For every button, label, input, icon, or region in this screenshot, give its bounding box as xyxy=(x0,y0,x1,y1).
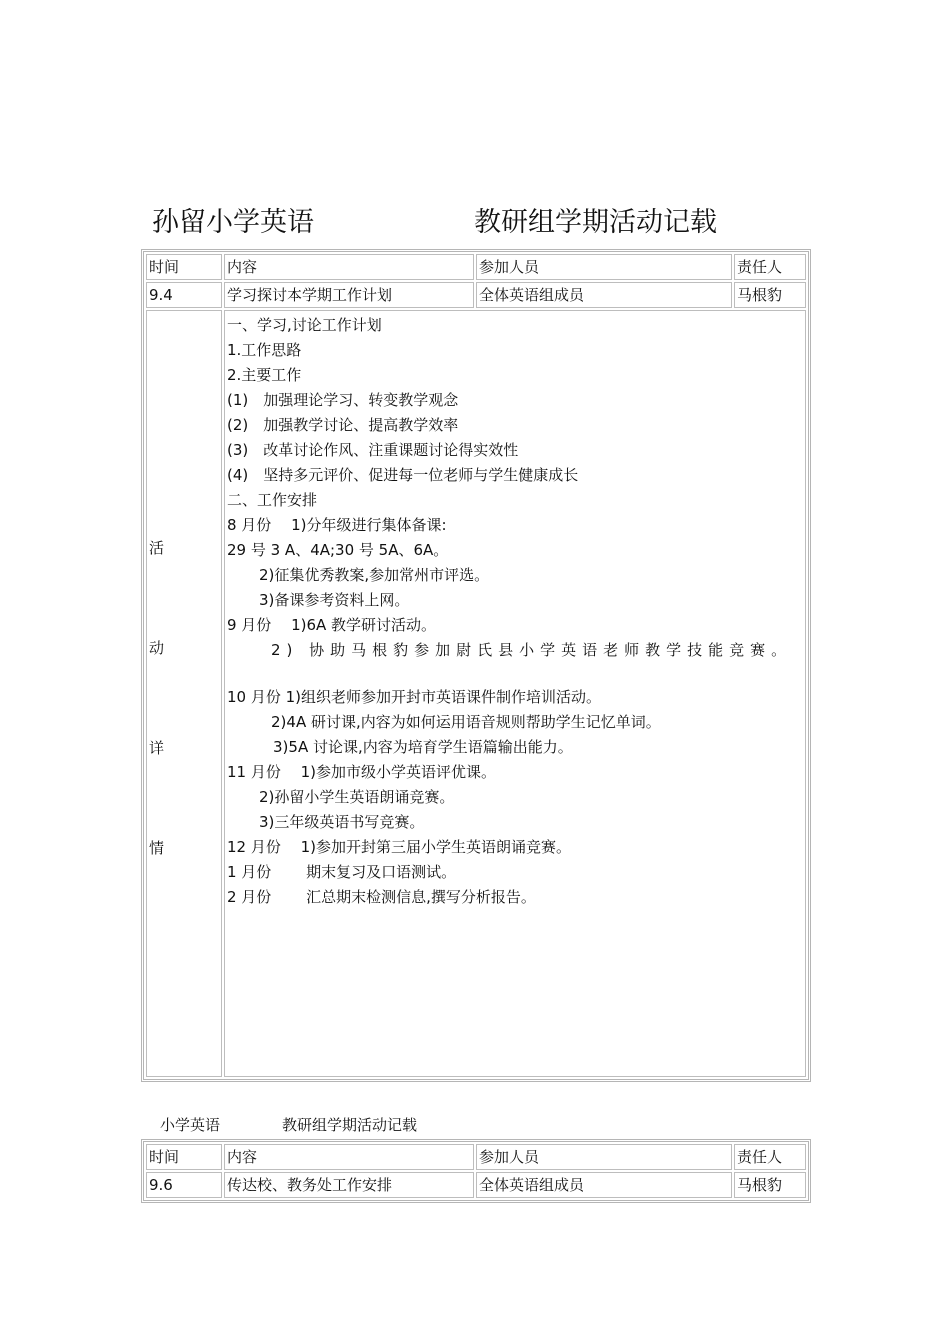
details-row xyxy=(146,310,806,1077)
cell-content: 传达校、教务处工作安排 xyxy=(224,1172,474,1198)
details-label-cell xyxy=(146,310,222,1077)
details-label-char: 动 xyxy=(149,639,165,657)
content-line: 1 月份 期末复习及口语测试。 xyxy=(227,863,457,881)
details-content-cell xyxy=(224,310,806,1077)
table-header-row xyxy=(146,254,806,280)
content-line: 一、学习,讨论工作计划 xyxy=(227,316,382,334)
page-title xyxy=(152,205,792,241)
header-responsible: 责任人 xyxy=(734,1144,806,1170)
content-line: (3) 改革讨论作风、注重课题讨论得实效性 xyxy=(227,441,519,459)
header-content: 内容 xyxy=(224,254,474,280)
title-school: 孙留小学英语 xyxy=(152,207,314,238)
header-time: 时间 xyxy=(146,254,222,280)
content-line: 3)5A 讨论课,内容为培育学生语篇输出能力。 xyxy=(273,738,573,756)
activity-table-2 xyxy=(141,1139,811,1203)
content-line: (2) 加强教学讨论、提高教学效率 xyxy=(227,416,459,434)
content-line: 二、工作安排 xyxy=(227,491,318,509)
cell-content: 学习探讨本学期工作计划 xyxy=(224,282,474,308)
content-line: 2)征集优秀教案,参加常州市评选。 xyxy=(259,566,490,584)
content-line: (1) 加强理论学习、转变教学观念 xyxy=(227,391,459,409)
content-line: (4) 坚持多元评价、促进每一位老师与学生健康成长 xyxy=(227,466,579,484)
content-line: 3)备课参考资料上网。 xyxy=(259,591,410,609)
content-line: 2) 协助马根豹参加尉氏县小学英语老师教学技能竞赛。 xyxy=(271,641,793,659)
details-label-char: 详 xyxy=(149,739,165,757)
table-row xyxy=(146,282,806,308)
table-header-row xyxy=(146,1144,806,1170)
section-title xyxy=(160,1114,418,1136)
subtitle-school: 小学英语 xyxy=(160,1116,221,1134)
cell-participants: 全体英语组成员 xyxy=(476,1172,732,1198)
cell-responsible: 马根豹 xyxy=(734,1172,806,1198)
content-line: 2)孙留小学生英语朗诵竞赛。 xyxy=(259,788,455,806)
cell-responsible: 马根豹 xyxy=(734,282,806,308)
content-line: 10 月份 1)组织老师参加开封市英语课件制作培训活动。 xyxy=(227,688,602,706)
activity-table-1 xyxy=(141,249,811,1082)
table-row xyxy=(146,1172,806,1198)
details-label-char: 活 xyxy=(149,539,165,557)
content-line: 12 月份 1)参加开封第三届小学生英语朗诵竞赛。 xyxy=(227,838,572,856)
content-line: 2.主要工作 xyxy=(227,366,302,384)
header-responsible: 责任人 xyxy=(734,254,806,280)
details-label-char: 情 xyxy=(149,839,165,857)
header-content: 内容 xyxy=(224,1144,474,1170)
content-line: 9 月份 1)6A 教学研讨活动。 xyxy=(227,616,437,634)
cell-participants: 全体英语组成员 xyxy=(476,282,732,308)
subtitle-record: 教研组学期活动记载 xyxy=(282,1116,418,1134)
content-line: 2)4A 研讨课,内容为如何运用语音规则帮助学生记忆单词。 xyxy=(271,713,661,731)
header-time: 时间 xyxy=(146,1144,222,1170)
content-line: 8 月份 1)分年级进行集体备课: xyxy=(227,516,447,534)
cell-time: 9.6 xyxy=(146,1172,222,1198)
content-line: 3)三年级英语书写竞赛。 xyxy=(259,813,425,831)
header-participants: 参加人员 xyxy=(476,1144,732,1170)
content-line: 11 月份 1)参加市级小学英语评优课。 xyxy=(227,763,497,781)
cell-time: 9.4 xyxy=(146,282,222,308)
title-record: 教研组学期活动记载 xyxy=(474,207,717,238)
content-line: 2 月份 汇总期末检测信息,撰写分析报告。 xyxy=(227,888,536,906)
content-line: 29 号 3 A、4A;30 号 5A、6A。 xyxy=(227,541,449,559)
content-line: 1.工作思路 xyxy=(227,341,302,359)
header-participants: 参加人员 xyxy=(476,254,732,280)
